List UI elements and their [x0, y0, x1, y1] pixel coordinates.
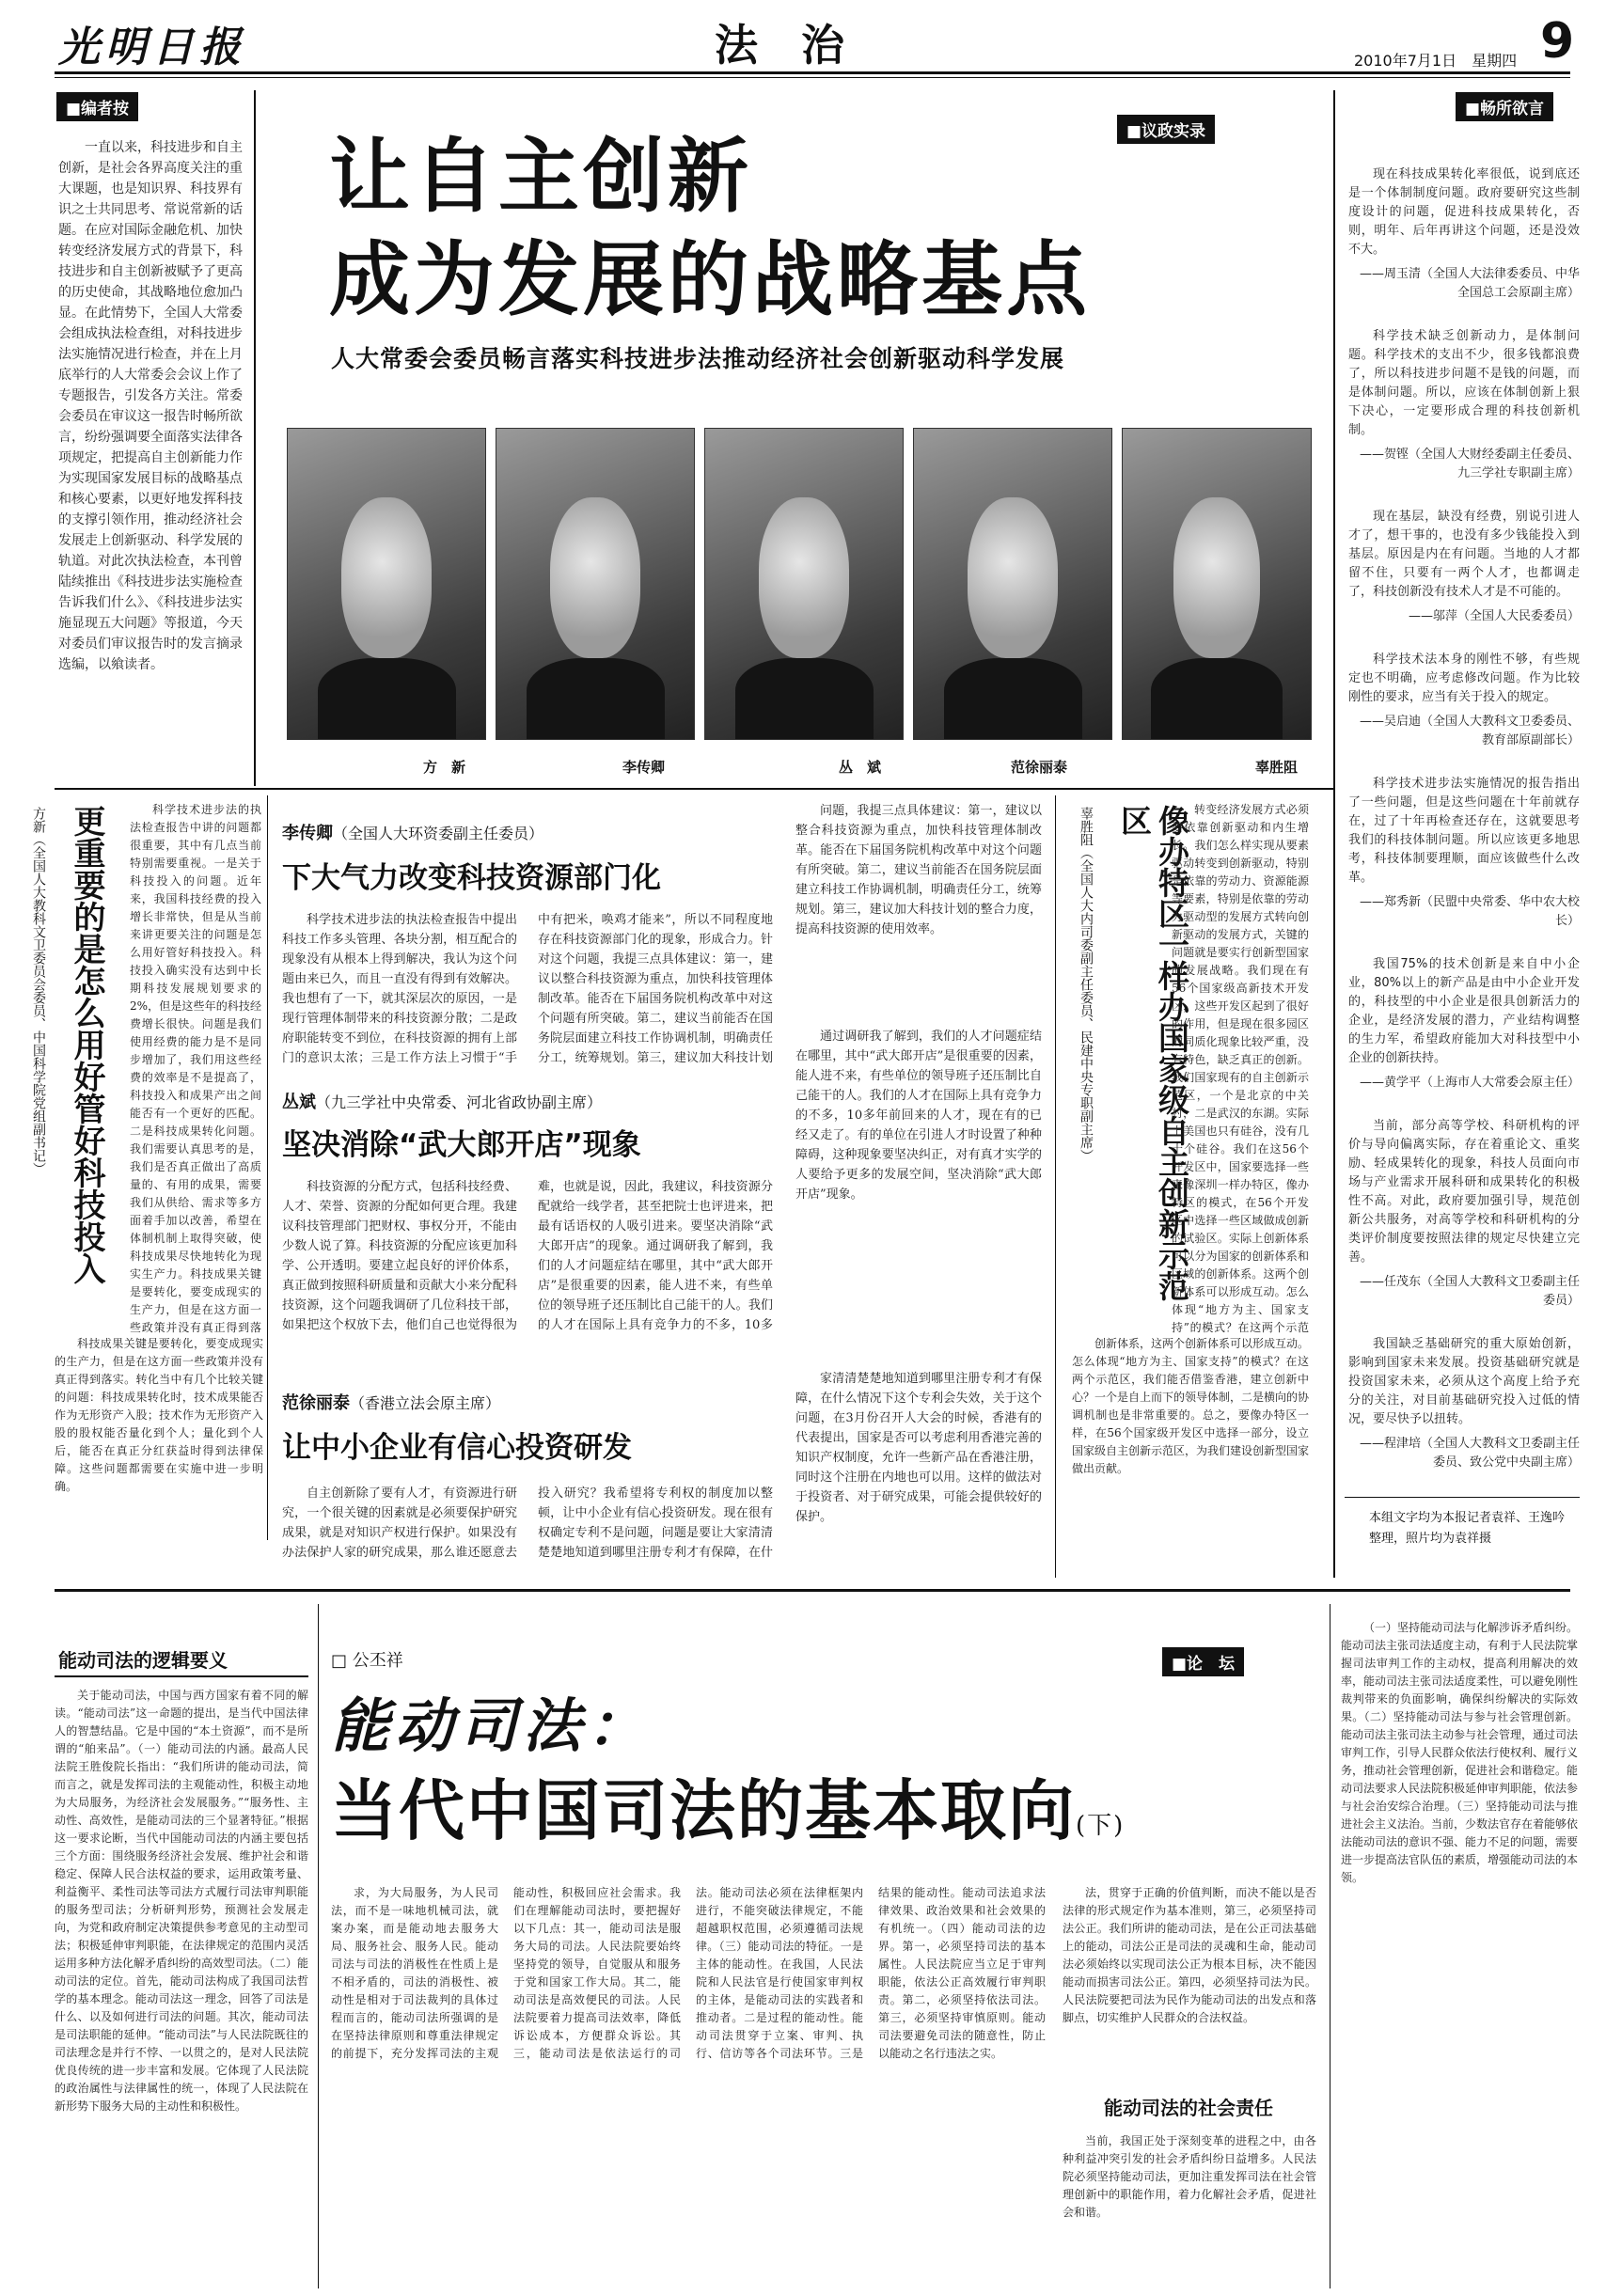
cong-bin-text-continued: 通过调研我了解到，我们的人才问题症结在哪里，其中“武大郎开店”是很重要的因素，能人进不来，有些单位的领导班子还压制比自己能干的人。我们的人才在国际上具有竞争力的不多，10多年前回来的人才，现在有的已经又走了。有的单位在引进人才时设置了种种障碍，这种现象要坚决纠正，对有真才实学的人要给予更多的发展空间，坚决消除“武大郎开店”现象。 [795, 1030, 1042, 1202]
masthead [0, 0, 1606, 75]
lower-middle-title: 能动司法的社会责任 [1104, 2097, 1273, 2119]
quote-source: ——程津培（全国人大教科文卫委副主任委员、致公党中央副主席） [1359, 1437, 1580, 1470]
quote-text: 科学技术进步法实施情况的报告指出了一些问题，但是这些问题在十年前就存在，过了十年再检查还存在，这就要思考我们的科技体制问题。所以应该更多地思考，科技体制要理顺，面应该做些什么改革。 [1348, 777, 1580, 885]
fan-xu-litai-text: 自主创新除了要有人才，有资源进行研究，一个很关键的因素就是必须要保护研究成果，就是对知识产权进行保护。如果没有办法保护人家的研究成果，那么谁还愿意去投入研究？我希望将专利权的制度加以整顿，让中小企业有信心投资研发。现在很有权确定专利不是问题，问题是要让大家清清楚楚地知道到哪里注册专利才有保障，在什 [282, 1486, 773, 1560]
fan-xu-litai-title: 让中小企业有信心投资研发 [282, 1431, 632, 1465]
photo-gu-shengzu [1122, 428, 1312, 740]
quote-source: ——郑秀新（民盟中央常委、华中农大校长） [1359, 895, 1580, 928]
quote-source: ——周玉清（全国人大法律委委员、中华全国总工会原副主席） [1359, 267, 1580, 300]
lower-headline-line1: 能动司法： [331, 1691, 652, 1760]
quote-source: ——任茂东（全国人大教科文卫委副主任委员） [1359, 1275, 1580, 1308]
masthead-rule [55, 71, 1570, 74]
top-subheadline: 人大常委会委员畅言落实科技进步法推动经济社会创新驱动科学发展 [331, 345, 1065, 372]
photo-li-chuanqing [496, 428, 695, 740]
section-name: 法 治 [715, 20, 844, 71]
photo-fan-xu-litai [913, 428, 1112, 740]
fan-xu-litai-text-continued: 家清清楚楚地知道到哪里注册专利才有保障，在什么情况下这个专利会失效，关于这个问题，在3月份召开人大会的时候，香港有的代表提出，国家是否可以考虑利用香港完善的知识产权制度，允许一些新产品在香港注册，同时这个注册在内地也可以用。这样的做法对于投资者、对于研究成果，可能会提供较好的保护。 [795, 1372, 1042, 1524]
photo-fang-xin [287, 428, 486, 740]
gu-shengzu-title: 像办特区一样办国家级自主创新示范区 [1116, 805, 1190, 1301]
speaker-name: 李传卿 [282, 824, 333, 843]
photo-caption: 方 新 [423, 759, 466, 776]
photo-credit: 本组文字均为本报记者袁祥、王逸吟整理，照片均为袁祥摄 [1369, 1511, 1566, 1546]
speaker-name: 范徐丽泰 [282, 1393, 350, 1413]
lower-left-text: 关于能动司法，中国与西方国家有着不同的解读。“能动司法”这一命题的提出，是当代中国法律人的智慧结晶。它是中国的“本土资源”，而不是所谓的“舶来品”。（一）能动司法的内涵。最高人民法院王胜俊院长指出：“我们所讲的能动司法，简而言之，就是发挥司法的主观能动性，积极主动地为大局服务，为经济社会发展服务。”“服务性、主动性、高效性，是能动司法的三个显著特征。”根据这一要求论断，当代中国能动司法的内涵主要包括三个方面：围绕服务经济社会发展、维护社会和谐稳定、保障人民合法权益的要求，运用政策考量、利益衡平、柔性司法等司法方式履行司法审判职能的服务型司法；分析研判形势，预测社会发展走向，为党和政府制定决策提供参考意见的主动型司法；积极延伸审判职能，在法律规定的范围内灵活运用多种方法化解矛盾纠纷的高效型司法。（二）能动司法的定位。首先，能动司法构成了我国司法哲学的基本理念。能动司法这一理念，回答了司法是什么、以及如何进行司法的问题。其次，能动司法是司法职能的延伸。“能动司法”与人民法院既往的司法理念是并行不悖、一以贯之的，是对人民法院优良传统的进一步丰富和发展。它体现了人民法院的政治属性与法律属性的统一，体现了人民法院在新形势下服务大局的主动性和积极性。 [55, 1689, 308, 2113]
lower-headline-line2 [331, 1758, 1125, 1853]
quote-source: ——邬萍（全国人大民委委员） [1408, 609, 1580, 623]
fang-xin-byline: 方新（全国人大教科文卫委员会委员、中国科学院党组副书记） [31, 807, 46, 1175]
lower-left-title: 能动司法的逻辑要义 [58, 1649, 228, 1672]
quote-text: 科学技术缺乏创新动力，是体制问题。科学技术的支出不少，很多钱都浪费了，所以科技进步问题不是钱的问题，而是体制问题。所以，应该在体制创新上狠下决心，一定要形成合理的科技创新机制。 [1348, 329, 1580, 437]
lower-right-text: 法，贯穿于正确的价值判断，而决不能以是否法律的形式规定作为基本准则，第三，必须坚持司法公正。我们所讲的能动司法，是在公正司法基础上的能动，司法公正是司法的灵魂和生命，能动司法必须始终以实现司法公正为根本目标，决不能因能动而损害司法公正。第四，必须坚持司法为民。人民法院要把司法为民作为能动司法的出发点和落脚点，切实维护人民群众的合法权益。 [1063, 1886, 1316, 2024]
cong-bin-title: 坚决消除“武大郎开店”现象 [282, 1128, 641, 1162]
gu-shengzu-text: 转变经济发展方式必须要依靠创新驱动和内生增长。我们怎么样实现从要素驱动转变到创新驱动，特别是依靠的劳动力、资源能源等要素，特别是依靠的劳动力驱动型的发展方式转向创新驱动的发展方式，关键的问题就是要实行创新型国家的发展战略。我们现在有56个国家级高新技术开发区，这些开发区起到了很好的作用，但是现在很多园区的同质化现象比较严重，没有特色，缺乏真正的创新。我们国家现有的自主创新示范区，一个是北京的中关村，二是武汉的东湖。实际上美国也只有硅谷，没有几十个硅谷。我们在这56个开发区中，国家要选择一些来像深圳一样办特区，像办特区的模式，在56个开发区中选择一些区域做成创新的试验区。实际上创新体系可以分为国家的创新体系和区域的创新体系。这两个创新体系可以形成互动。怎么体现“地方为主、国家支持”的模式？在这两个示范 [1172, 803, 1309, 1334]
lower-tag: ■论 坛 [1162, 1647, 1244, 1676]
right-column-quotes [1348, 165, 1580, 1501]
fang-xin-title: 更重要的是怎么用好管好科技投入 [68, 805, 105, 1284]
li-chuanqing-text-continued: 问题，我提三点具体建议：第一，建议以整合科技资源为重点，加快科技管理体制改革。能否在下届国务院机构改革中对这个问题有所突破。第二，建议当前能否在国务院层面建立科技工作协调机制，明确责任分工，统筹规划。第三，建议加大科技计划的整合力度，提高科技资源的使用效率。 [795, 804, 1042, 936]
photo-caption: 辜胜阻 [1255, 759, 1299, 776]
gu-shengzu-byline: 辜胜阻（全国人大内司委副主任委员、民建中央专职副主席） [1079, 807, 1094, 1162]
fan-xu-litai-speaker [282, 1390, 500, 1414]
column-rule [1055, 795, 1056, 1578]
editor-note-tag: ■编者按 [56, 92, 138, 121]
top-headline-line2: 成为发展的战略基点 [329, 233, 1091, 327]
lower-far-right-text: （一）坚持能动司法与化解涉诉矛盾纠纷。能动司法主张司法适度主动，有利于人民法院掌握司法审判工作的主动权，提高利用解决的效率，能动司法主张司法适度柔性，可以避免刚性裁判带来的负面影响，确保纠纷解决的实际效果。（二）坚持能动司法与参与社会管理创新。能动司法主张司法主动参与社会管理，通过司法审判工作，引导人民群众依法行使权利、履行义务，推动社会管理创新，促进社会和谐稳定。能动司法要求人民法院积极延伸审判职能，依法参与社会治安综合治理。（三）坚持能动司法与推进社会主义法治。当前，少数法官存在着能够依法能动司法的意识不强、能力不足的问题，需要进一步提高法官队伍的素质，增强能动司法的本领。 [1341, 1621, 1578, 1884]
quote-source: ——黄学平（上海市人大常委会原主任） [1359, 1076, 1580, 1090]
editor-note-border [254, 90, 256, 786]
photo-caption: 李传卿 [622, 759, 666, 776]
top-story-divider [55, 788, 1333, 790]
fang-xin-text-continued: 科技成果关键是要转化，要变成现实的生产力，但是在这方面一些政策并没有真正得到落实。转化当中有几个比较关键的问题：科技成果转化时，技术成果能否作为无形资产入股；技术作为无形资产入股的股权能否量化到个人；量化到个人后，能否在真正分红获益时得到法律保障。这些问题都需要在实施中进一步明确。 [55, 1337, 263, 1493]
fang-xin-text: 科学技术进步法的执法检查报告中讲的问题都很重要，其中有几点当前特别需要重视。一是关于科技投入的问题。近年来，我国科技经费的投入增长非常快，但是从当前来讲更要关注的问题是怎么用好管好科技投入。科技投入确实没有达到中长期科技发展规划要求的2%，但是这些年的科技经费增长很快。问题是我们使用经费的能力是不是同步增加了，我们用这些经费的效率是不是提高了，科技投入和成果产出之间能否有一个更好的匹配。二是科技成果转化问题。我们需要认真思考的是，我们是否真正做出了高质量的、有用的成果，需要我们从供给、需求等多方面着手加以改善，希望在体制机制上取得突破，使科技成果尽快地转化为现实生产力。科技成果关键是要转化，要变成现实的生产力，但是在这方面一些政策并没有真正得到落 [130, 803, 261, 1334]
right-column-border [1333, 90, 1335, 1578]
photo-caption: 丛 斌 [839, 759, 882, 776]
quote-text: 我国缺乏基础研究的重大原始创新，影响到国家未来发展。投资基础研究就是投资国家未来，必须从这个高度上给予充分的关注，对目前基础研究投入过低的情况，要尽快予以扭转。 [1348, 1337, 1580, 1426]
top-headline-line1: 让自主创新 [329, 130, 752, 224]
top-story-tag: ■议政实录 [1117, 115, 1215, 144]
paper-name: 光明日报 [58, 24, 246, 71]
column-rule [267, 795, 268, 1540]
lower-middle-text: 求，为大局服务，为人民司法，而不是一味地机械司法，就案办案，而是能动地去服务大局、服务社会、服务人民。能动司法与司法的消极性在性质上是不相矛盾的，司法的消极性、被动性是相对于司法裁判的具体过程而言的，能动司法所强调的是在坚持法律原则和尊重法律规定的前提下，充分发挥司法的主观能动性，积极回应社会需求。我们在理解能动司法时，要把握好以下几点：其一，能动司法是服务大局的司法。人民法院要始终坚持党的领导，自觉服从和服务于党和国家工作大局。其二，能动司法是高效便民的司法。人民法院要着力提高司法效率，降低诉讼成本，方便群众诉讼。其三，能动司法是依法运行的司法。能动司法必须在法律框架内进行，不能突破法律规定，不能超越职权范围，必须遵循司法规律。（三）能动司法的特征。一是主体的能动性。在我国，人民法院和人民法官是行使国家审判权的主体，是能动司法的实践者和推动者。二是过程的能动性。能动司法贯穿于立案、审判、执行、信访等各个司法环节。三是结果的能动性。能动司法追求法律效果、政治效果和社会效果的有机统一。（四）能动司法的边界。第一，必须坚持司法的基本属性。人民法院应当立足于审判职能，依法公正高效履行审判职责。第二，必须坚持依法司法。第三，必须坚持审慎原则。能动司法要避免司法的随意性，防止以能动之名行违法之实。 [331, 1886, 1046, 2060]
speaker-title: （全国人大环资委副主任委员） [333, 825, 544, 842]
li-chuanqing-title: 下大气力改变科技资源部门化 [282, 861, 661, 895]
quote-text: 现在基层，缺没有经费，别说引进人才了，想干事的，也没有多少钱能投入到基层。原因是内在有问题。当地的人才都留不住，只要有一两个人才，也都调走了，科技创新没有技术人才是不可能的。 [1348, 510, 1580, 599]
quote-text: 科学技术法本身的刚性不够，有些规定也不明确，应考虑修改问题。作为比较刚性的要求，应当有关于投入的规定。 [1348, 653, 1580, 704]
lower-section-rule [55, 1589, 1570, 1592]
quote-text: 当前，部分高等学校、科研机构的评价与导向偏离实际，存在着重论文、重奖励、轻成果转化的现象，科技人员面向市场与产业需求开展科研和成果转化的积极性不高。对此，政府要加强引导，规范创新公共服务，对高等学校和科研机构的分类评价制度要按照法律的规定尽快建立完善。 [1348, 1119, 1580, 1265]
photo-cong-bin [704, 428, 904, 740]
credit-rule [1345, 1497, 1580, 1498]
lower-headline-main: 当代中国司法的基本取向 [331, 1771, 1076, 1849]
column-rule [318, 1604, 319, 2288]
cong-bin-text: 科技资源的分配方式，包括科技经费、人才、荣誉、资源的分配如何更合理。我建议科技管理部门把财权、事权分开，不能由少数人说了算。科技资源的分配应该更加科学、公开透明。要建立起良好的评价体系，真正做到按照科研质量和贡献大小来分配科技资源，这个问题我调研了几位科技干部，如果把这个权放下去，他们自己也觉得很为难，也就是说，因此，我建议，科技资源分配就给一线学者，甚至把院士也评进来，把最有话语权的人吸引进来。要坚决消除“武大郎开店”的现象。通过调研我了解到，我们的人才问题症结在哪里，其中“武大郎开店”是很重要的因素，能人进不来，有些单位的领导班子还压制比自己能干的人。我们的人才在国际上具有竞争力的不多，10多 [282, 1180, 773, 1332]
cong-bin-speaker [282, 1089, 602, 1113]
speaker-title: （九三学社中央常委、河北省政协副主席） [316, 1093, 603, 1111]
li-chuanqing-text: 科学技术进步法的执法检查报告中提出科技工作多头管理、各块分割，相互配合的现象没有从根本上得到解决，我认为这个问题由来已久，而且一直没有得到有效解决。我也想有了一下，就其深层次的原因，一是现行管理体制带来的科技资源分散；二是政府职能转变不到位，在科技资源的拥有上部门的意识太浓；三是工作方法上习惯于“手中有把米，唤鸡才能来”，所以不同程度地存在科技资源部门化的现象，形成合力。针对这个问题，我提三点具体建议：第一，建议以整合科技资源为重点，加快科技管理体制改革。能否在下届国务院机构改革中对这个问题有所突破。第二，建议当前能否在国务院层面建立科技工作协调机制，明确责任分工，统筹规划。第三，建议加大科技计划 [282, 913, 773, 1065]
photo-caption: 范徐丽泰 [1011, 759, 1068, 776]
speaker-name: 丛斌 [282, 1093, 316, 1112]
page-number: 9 [1540, 13, 1575, 70]
quote-source: ——吴启迪（全国人大教科文卫委委员、教育部原副部长） [1359, 715, 1580, 747]
quote-text: 现在科技成果转化率很低，说到底还是一个体制制度问题。政府要研究这些制度设计的问题，促进科技成果转化，否则，明年、后年再讲这个问题，还是没效不大。 [1348, 167, 1580, 257]
right-column-tag: ■畅所欲言 [1456, 92, 1553, 121]
lower-byline: □ 公丕祥 [331, 1651, 403, 1671]
lower-left-title-rule [55, 1675, 308, 1677]
editor-note-text: 一直以来，科技进步和自主创新，是社会各界高度关注的重大课题，也是知识界、科技界有识之士共同思考、常说常新的话题。在应对国际金融危机、加快转变经济发展方式的背景下，科技进步和自主创新被赋予了更高的历史使命，其战略地位愈加凸显。在此情势下，全国人大常委会组成执法检查组，对科技进步法实施情况进行检查，并在上月底举行的人大常委会会议上作了专题报告，引发各方关注。常委会委员在审议这一报告时畅所欲言，纷纷强调要全面落实法律各项规定，把提高自主创新能力作为实现国家发展目标的战略基点和核心要素，以更好地发挥科技的支撑引领作用，推动经济社会发展走上创新驱动、科学发展的轨道。对此次执法检查，本刊曾陆续推出《科技进步法实施检查告诉我们什么》、《科技进步法实施显现五大问题》等报道，今天对委员们审议报告时的发言摘录选编，以飨读者。 [58, 140, 243, 672]
masthead-rule-thin [55, 77, 1570, 78]
quote-source: ——贺铿（全国人大财经委副主任委员、九三学社专职副主席） [1359, 448, 1580, 480]
speaker-title: （香港立法会原主席） [350, 1394, 501, 1412]
issue-date: 2010年7月1日 星期四 [1354, 52, 1518, 70]
li-chuanqing-speaker [282, 820, 543, 844]
quote-text: 我国75%的技术创新是来自中小企业，80%以上的新产品是由中小企业开发的，科技型的中小企业是很具创新活力的企业，是经济发展的潜力，产业结构调整的生力军，希望政府能加大对科技型中小企业的创新扶持。 [1348, 957, 1580, 1065]
gu-shengzu-text-continued: 创新体系，这两个创新体系可以形成互动。怎么体现“地方为主、国家支持”的模式？在这两个示范区，我们能否借鉴香港，建立创新中心？一个是自上而下的领导体制，二是横向的协调机制也是非常重要的。总之，要像办特区一样，在56个国家级开发区中选择一部分，设立国家级自主创新示范区，为我们建设创新型国家做出贡献。 [1072, 1337, 1309, 1475]
lower-bottom-right-text: 当前，我国正处于深刻变革的进程之中，由各种利益冲突引发的社会矛盾纠纷日益增多。人民法院必须坚持能动司法，更加注重发挥司法在社会管理创新中的职能作用，着力化解社会矛盾，促进社会和谐。 [1063, 2134, 1316, 2219]
lower-headline-suffix: (下) [1076, 1812, 1126, 1840]
